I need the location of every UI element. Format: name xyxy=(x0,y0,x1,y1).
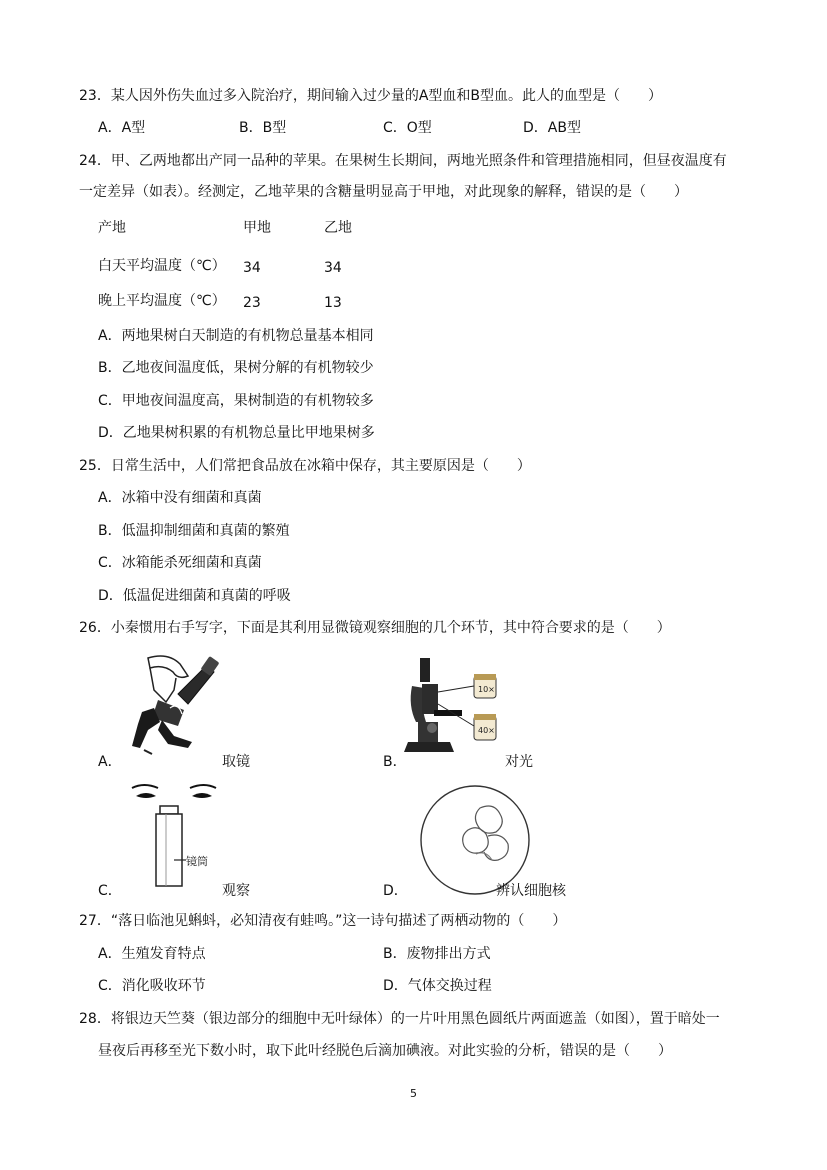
q25-option-c: C．冰箱能杀死细菌和真菌 xyxy=(98,555,262,571)
table-header-jia: 甲地 xyxy=(243,220,271,236)
q28-stem-line2: 昼夜后再移至光下数小时，取下此叶经脱色后滴加碘液。对此实验的分析，错误的是（ ） xyxy=(98,1043,672,1059)
q25-option-b: B．低温抑制细菌和真菌的繁殖 xyxy=(98,523,290,539)
q24-option-c: C．甲地夜间温度高，果树制造的有机物较多 xyxy=(98,393,374,409)
q26-letter-a: A． xyxy=(98,754,122,770)
q24-stem-line1: 24．甲、乙两地都出产同一品种的苹果。在果树生长期间，两地光照条件和管理措施相同，但昼夜温度有 xyxy=(79,153,727,169)
q27-option-b: B．废物排出方式 xyxy=(383,946,491,962)
lens-label-40x: 40× xyxy=(478,726,495,735)
q23-option-d: D．AB型 xyxy=(523,120,581,136)
q26-letter-d: D． xyxy=(383,883,408,899)
q24-option-d: D．乙地果树积累的有机物总量比甲地果树多 xyxy=(98,425,375,441)
q26-caption-c: 观察 xyxy=(222,883,250,899)
table-row-night-yi: 13 xyxy=(324,295,342,311)
q25-option-a: A．冰箱中没有细菌和真菌 xyxy=(98,490,262,506)
field-of-view-illustration xyxy=(410,784,540,896)
tube-label: 镜筒 xyxy=(186,855,208,868)
q23-option-b: B．B型 xyxy=(239,120,287,136)
table-row-night-jia: 23 xyxy=(243,295,261,311)
eyes-tube-illustration xyxy=(130,780,240,890)
q26-letter-c: C． xyxy=(98,883,122,899)
q24-option-b: B．乙地夜间温度低，果树分解的有机物较少 xyxy=(98,360,374,376)
q23-option-a: A．A型 xyxy=(98,120,146,136)
q26-caption-a: 取镜 xyxy=(222,754,250,770)
q26-caption-b: 对光 xyxy=(505,754,533,770)
table-header-yi: 乙地 xyxy=(324,220,352,236)
table-header-origin: 产地 xyxy=(98,220,126,236)
q28-stem-line1: 28．将银边天竺葵（银边部分的细胞中无叶绿体）的一片叶用黑色圆纸片两面遮盖（如图），置于暗处一 xyxy=(79,1011,720,1027)
q26-stem: 26．小秦惯用右手写字，下面是其利用显微镜观察细胞的几个环节，其中符合要求的是（ ） xyxy=(79,620,671,636)
q27-option-a: A．生殖发育特点 xyxy=(98,946,206,962)
table-row-day-jia: 34 xyxy=(243,260,261,276)
microscope-hand-illustration xyxy=(118,650,228,760)
table-row-day-label: 白天平均温度（℃） xyxy=(98,258,226,274)
table-row-night-label: 晚上平均温度（℃） xyxy=(98,293,226,309)
microscope-objectives-illustration xyxy=(404,656,504,756)
q26-letter-b: B． xyxy=(383,754,407,770)
q23-option-c: C．O型 xyxy=(383,120,432,136)
q24-option-a: A．两地果树白天制造的有机物总量基本相同 xyxy=(98,328,374,344)
q27-option-c: C．消化吸收环节 xyxy=(98,978,206,994)
lens-label-10x: 10× xyxy=(478,685,495,694)
q26-caption-d: 辨认细胞核 xyxy=(496,883,566,899)
page-number: 5 xyxy=(410,1087,417,1100)
q25-stem: 25．日常生活中，人们常把食品放在冰箱中保存，其主要原因是（ ） xyxy=(79,458,531,474)
q24-stem-line2: 一定差异（如表）。经测定，乙地苹果的含糖量明显高于甲地，对此现象的解释，错误的是（ ） xyxy=(79,184,688,200)
table-row-day-yi: 34 xyxy=(324,260,342,276)
q25-option-d: D．低温促进细菌和真菌的呼吸 xyxy=(98,588,291,604)
q27-stem: 27．“落日临池见蝌蚪，必知清夜有蛙鸣。”这一诗句描述了两栖动物的（ ） xyxy=(79,913,567,929)
q27-option-d: D．气体交换过程 xyxy=(383,978,492,994)
q23-stem: 23．某人因外伤失血过多入院治疗，期间输入过少量的A型血和B型血。此人的血型是（ ） xyxy=(79,88,662,104)
